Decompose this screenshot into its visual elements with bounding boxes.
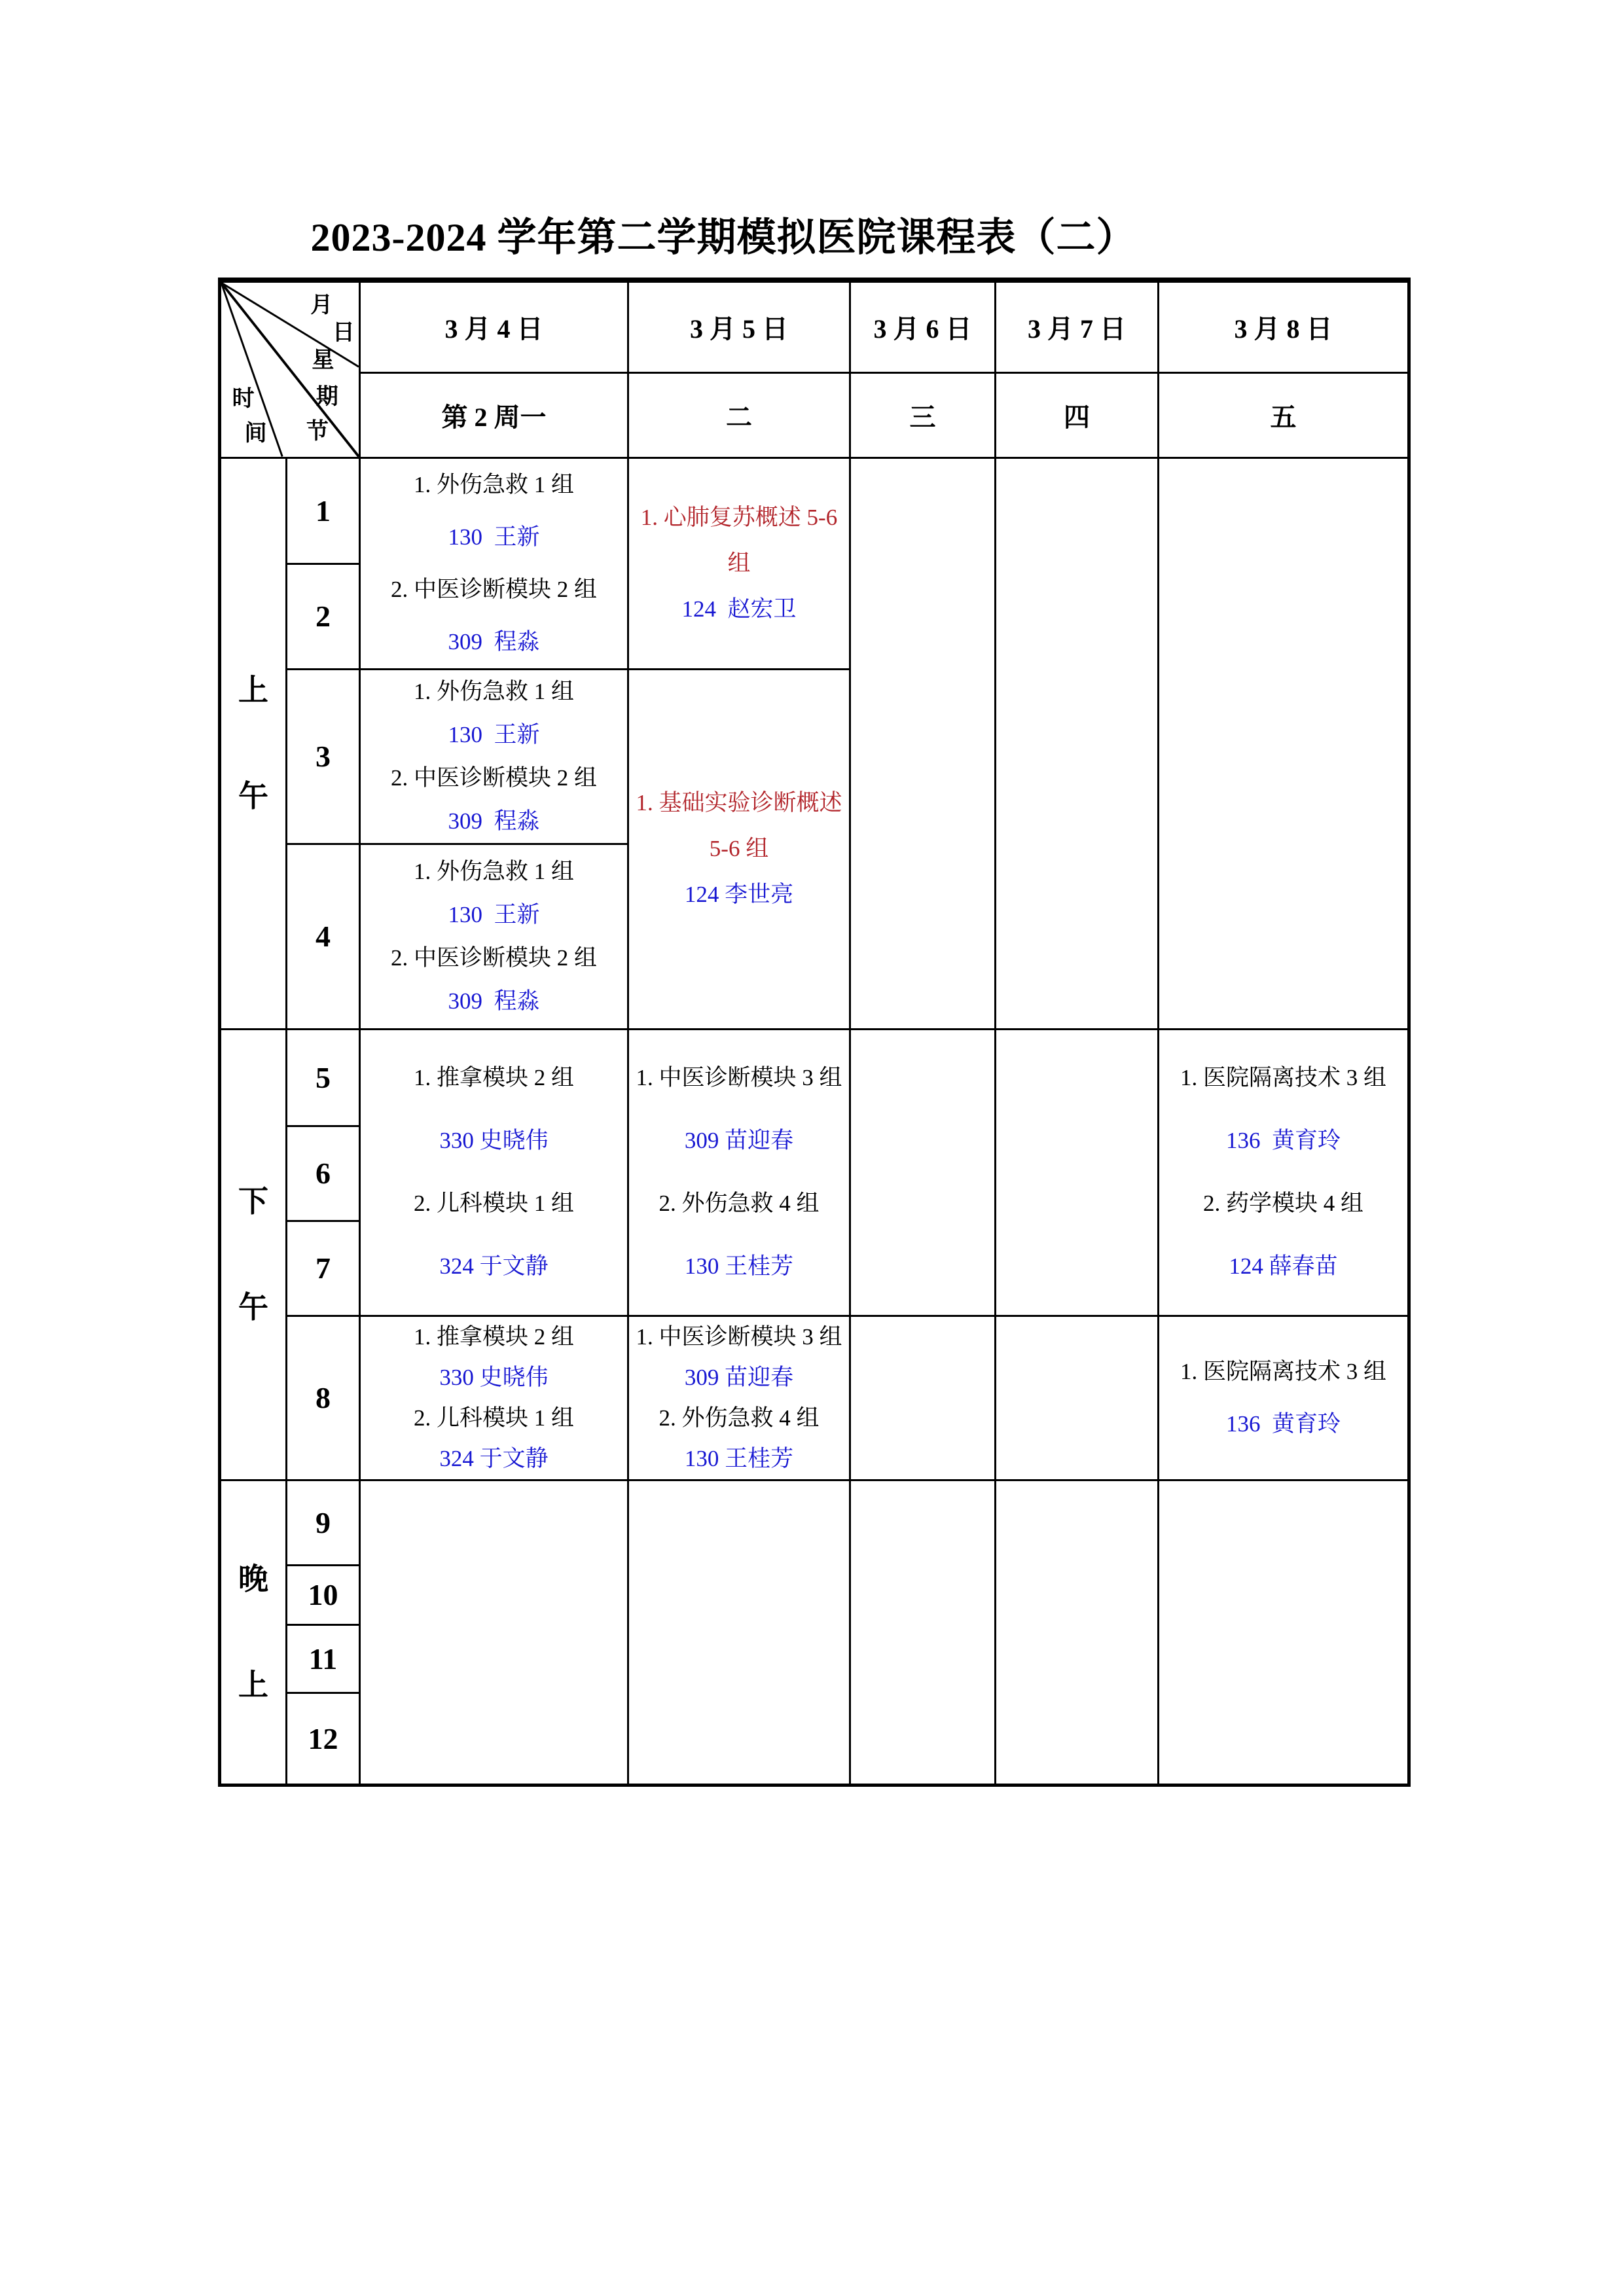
header-date-friday: 3 月 8 日: [1159, 280, 1409, 372]
room-teacher: 136 黄育玲: [1225, 1410, 1341, 1437]
course-entry: 2. 儿科模块 1 组: [413, 1191, 574, 1216]
period-number-2: 2: [287, 564, 360, 669]
period-number-8: 8: [287, 1316, 360, 1480]
cell-thursday-p8: [996, 1316, 1159, 1480]
course-entry: 1. 医院隔离技术 3 组: [1180, 1065, 1386, 1090]
cell-thursday-morning: [996, 457, 1159, 1029]
cell-wednesday-p5-7: [850, 1029, 996, 1316]
period-number-12: 12: [287, 1693, 360, 1785]
period-number-1: 1: [287, 457, 360, 564]
course-entry: 1. 基础实验诊断概述: [636, 790, 842, 816]
room-teacher: 124 薛春苗: [1229, 1253, 1338, 1279]
course-entry: 2. 中医诊断模块 2 组: [390, 944, 597, 971]
period-number-4: 4: [287, 844, 360, 1029]
room-teacher: 330 史晓伟: [439, 1364, 549, 1390]
cell-wednesday-p8: [850, 1316, 996, 1480]
cell-wednesday-evening: [850, 1480, 996, 1785]
time-section-morning: 上 午: [220, 457, 287, 1029]
header-weekday-wednesday: 三: [850, 372, 996, 457]
header-date-monday: 3 月 4 日: [360, 280, 628, 372]
room-teacher: 130 王桂芳: [684, 1445, 794, 1471]
course-entry: 2. 外伤急救 4 组: [659, 1405, 820, 1431]
cell-friday-p5-7: [1159, 1029, 1409, 1316]
header-weekday-tuesday: 二: [628, 372, 850, 457]
header-weekday-monday: 第 2 周一: [360, 372, 628, 457]
course-entry: 2. 药学模块 4 组: [1202, 1191, 1363, 1216]
page-title: 2023-2024 学年第二学期模拟医院课程表（二）: [310, 216, 1136, 259]
course-entry: 5-6 组: [709, 836, 769, 861]
cell-friday-evening: [1159, 1480, 1409, 1785]
room-teacher: 309 程淼: [448, 628, 540, 655]
header-date-tuesday: 3 月 5 日: [628, 280, 850, 372]
course-entry: 1. 外伤急救 1 组: [413, 678, 574, 704]
corner-label-week-1: 星: [312, 348, 334, 373]
period-number-6: 6: [287, 1126, 360, 1221]
course-entry: 1. 推拿模块 2 组: [413, 1065, 574, 1090]
corner-label-time-2: 间: [244, 421, 267, 446]
course-entry: 1. 心肺复苏概述 5-6: [640, 504, 838, 530]
course-entry: 1. 推拿模块 2 组: [413, 1323, 574, 1350]
cell-tuesday-p8: [628, 1316, 850, 1480]
room-teacher: 136 黄育玲: [1225, 1128, 1341, 1153]
cell-thursday-p5-7: [996, 1029, 1159, 1316]
cell-monday-p1-2: [360, 457, 628, 669]
period-number-3: 3: [287, 669, 360, 844]
corner-label-week-2: 期: [316, 385, 338, 410]
time-section-afternoon: 下 午: [220, 1029, 287, 1480]
corner-label-time-1: 时: [232, 386, 255, 411]
room-teacher: 130 王桂芳: [684, 1253, 794, 1279]
header-date-wednesday: 3 月 6 日: [850, 280, 996, 372]
room-teacher: 309 程淼: [448, 808, 540, 834]
cell-monday-p4: [360, 844, 628, 1029]
header-weekday-friday: 五: [1159, 372, 1409, 457]
course-entry: 1. 外伤急救 1 组: [413, 858, 574, 884]
cell-thursday-evening: [996, 1480, 1159, 1785]
course-entry: 2. 中医诊断模块 2 组: [390, 576, 597, 602]
schedule-table: [218, 278, 1411, 1787]
period-number-11: 11: [287, 1624, 360, 1693]
period-number-5: 5: [287, 1029, 360, 1126]
room-teacher: 124 李世亮: [684, 882, 794, 907]
course-entry: 2. 外伤急救 4 组: [659, 1191, 820, 1216]
course-entry: 1. 中医诊断模块 3 组: [636, 1323, 842, 1350]
cell-friday-p8: [1159, 1316, 1409, 1480]
course-entry: 1. 中医诊断模块 3 组: [636, 1065, 842, 1090]
cell-monday-p3: [360, 669, 628, 844]
period-number-9: 9: [287, 1480, 360, 1565]
cell-tuesday-evening: [628, 1480, 850, 1785]
cell-monday-evening: [360, 1480, 628, 1785]
room-teacher: 130 王新: [448, 721, 540, 747]
course-entry: 1. 外伤急救 1 组: [413, 471, 574, 497]
cell-wednesday-morning: [850, 457, 996, 1029]
cell-monday-p5-7: [360, 1029, 628, 1316]
room-teacher: 324 于文静: [439, 1253, 549, 1279]
course-entry: 组: [727, 550, 751, 576]
period-number-7: 7: [287, 1221, 360, 1316]
room-teacher: 309 苗迎春: [684, 1128, 794, 1153]
room-teacher: 130 王新: [448, 901, 540, 927]
corner-header-cell: [220, 280, 360, 457]
cell-tuesday-p1-2: [628, 457, 850, 669]
cell-friday-morning: [1159, 457, 1409, 1029]
room-teacher: 324 于文静: [439, 1445, 549, 1471]
course-entry: 2. 中医诊断模块 2 组: [390, 764, 597, 791]
cell-tuesday-p5-7: [628, 1029, 850, 1316]
period-number-10: 10: [287, 1565, 360, 1624]
corner-label-day: 日: [332, 320, 355, 345]
corner-diagonal-lines: [221, 283, 359, 457]
time-section-evening: 晚 上: [220, 1480, 287, 1785]
course-entry: 2. 儿科模块 1 组: [413, 1405, 574, 1431]
corner-label-month: 月: [310, 293, 333, 317]
room-teacher: 124 赵宏卫: [681, 596, 797, 622]
cell-monday-p8: [360, 1316, 628, 1480]
header-weekday-thursday: 四: [996, 372, 1159, 457]
header-date-thursday: 3 月 7 日: [996, 280, 1159, 372]
corner-label-period: 节: [306, 420, 329, 444]
course-entry: 1. 医院隔离技术 3 组: [1180, 1358, 1386, 1384]
cell-tuesday-p3-4: [628, 669, 850, 1029]
room-teacher: 309 程淼: [448, 988, 540, 1014]
room-teacher: 130 王新: [448, 524, 540, 550]
room-teacher: 330 史晓伟: [439, 1128, 549, 1153]
room-teacher: 309 苗迎春: [684, 1364, 794, 1390]
